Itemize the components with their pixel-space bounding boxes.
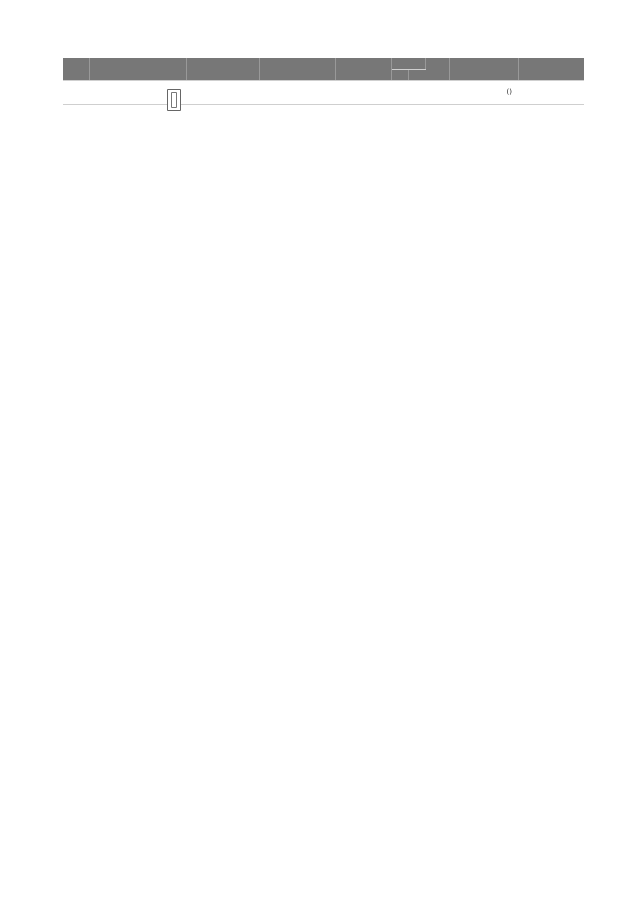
header-product <box>89 58 186 80</box>
header-finish <box>259 58 335 80</box>
unit-cell <box>425 80 449 104</box>
header-qty <box>391 58 425 69</box>
header-price <box>449 58 518 80</box>
header-qty-small <box>408 69 425 80</box>
finish-cell <box>259 80 335 104</box>
price-table <box>63 58 584 105</box>
table-body <box>63 80 584 104</box>
product-cell <box>89 80 186 104</box>
note-cell <box>518 80 584 104</box>
header-qty-large <box>391 69 408 80</box>
size-cell <box>335 80 391 104</box>
table-row <box>63 80 584 104</box>
price-with-tax: () <box>506 87 512 96</box>
price-cell <box>449 80 518 104</box>
table-header <box>63 58 584 80</box>
page-ref <box>63 80 89 104</box>
index-sidebar <box>604 0 636 900</box>
qty-small-cell <box>408 80 425 104</box>
header-unit <box>425 58 449 80</box>
handle-illustration <box>167 89 181 111</box>
header-material <box>186 58 259 80</box>
qty-large-cell <box>391 80 408 104</box>
header-size <box>335 58 391 80</box>
header-note <box>518 58 584 80</box>
material-cell <box>186 80 259 104</box>
header-page <box>63 58 89 80</box>
